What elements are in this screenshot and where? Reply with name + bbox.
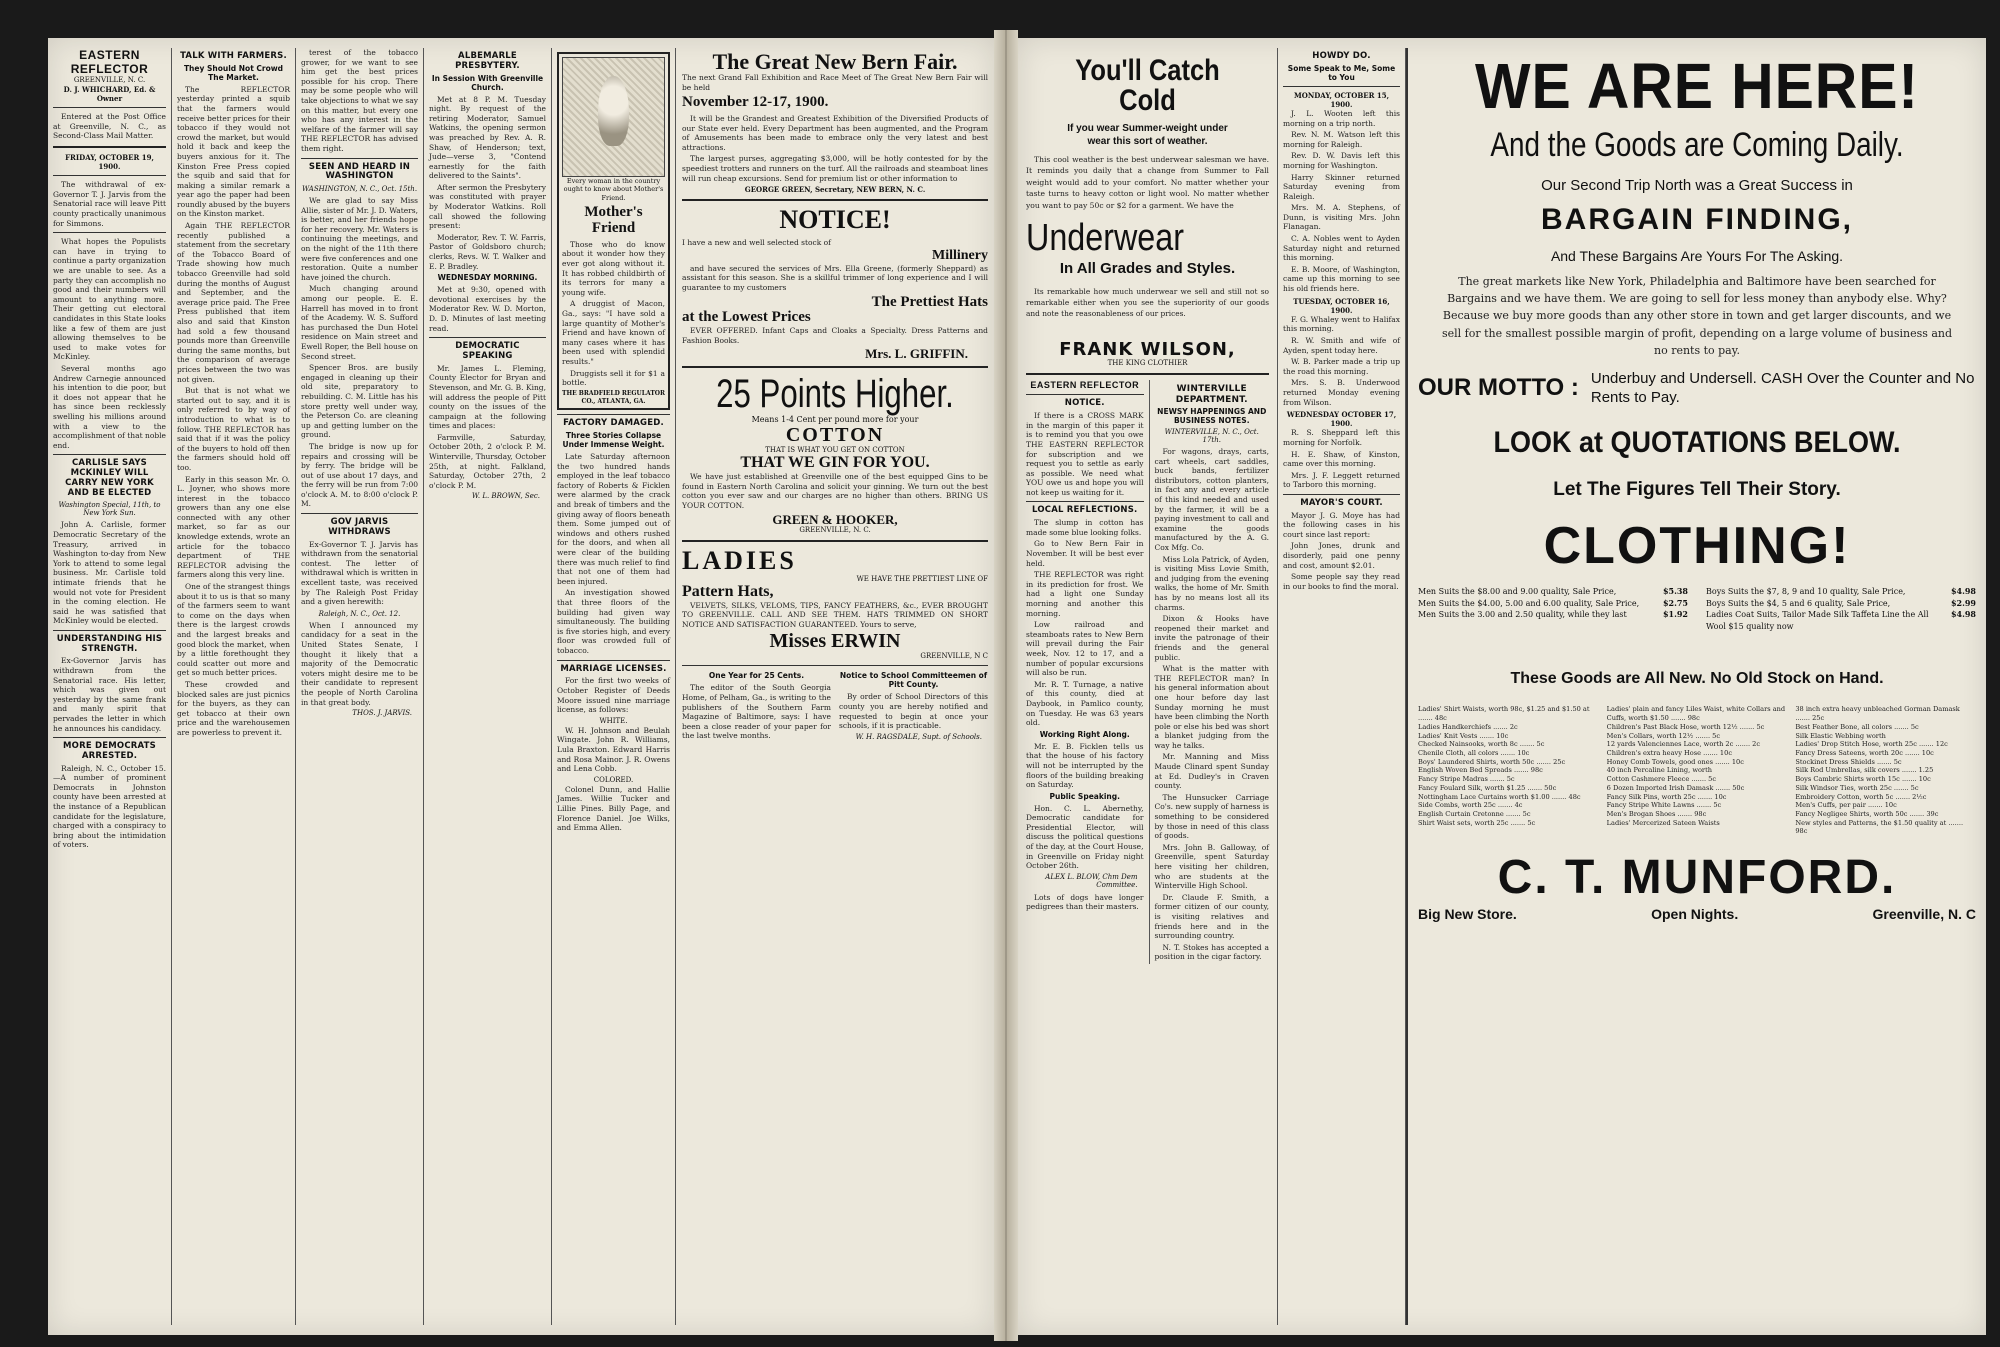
goods-list-item: Boys Cambric Shirts worth 15c ....... 10c [1795, 775, 1931, 784]
footer-hours: Open Nights. [1651, 906, 1739, 923]
fair-body: It will be the Grandest and Greatest Exhibition of the Diversified Products of our State ever held. Every Department has been augmented, and the Program of Amusements has been made to embrace only the very latest and best attractions. [682, 114, 988, 152]
article-body: But that is not what we started out to say, and it is only referred to by way of introduction to what is to follow. THE REFLECTOR has said that if it was the policy of the buyers to hold off then the farmers should hold off too. [177, 386, 290, 472]
goods-coming: And the Goods are Coming Daily. [1490, 126, 1904, 164]
gin-location: GREENVILLE, N. C. [799, 526, 871, 535]
cotton-body: THAT IS WHAT YOU GET ON COTTON [765, 446, 905, 455]
footer-store: Big New Store. [1418, 906, 1517, 923]
frank-wilson-sub: THE KING CLOTHIER [1107, 359, 1188, 368]
winterville-item: For wagons, drays, carts, cart wheels, cart saddles, buck bands, fertilizer distributors, cotton planters, in fact any and every article of this kind needed and used by the farmer, it will be a paying investment to call and examine the goods manufactured by the A. G. Cox Mfg. Co. [1154, 447, 1269, 552]
right-page [1018, 38, 1986, 1335]
price-list-left [1418, 586, 1688, 632]
article-body: Met at 9:30, opened with devotional exercises by the Moderator Rev. W. D. Morton, D. D. Minutes of last meeting read. [429, 285, 546, 333]
mother-child-illustration [562, 57, 665, 177]
article-subheading: Working Right Along. [1039, 729, 1130, 739]
article-body: We are glad to say Miss Allie, sister of Mr. J. D. Waters, is better, and her friends hope for her recovery. Mr. Waters is continuing the meetings, and on the night of the 11th there were five conferences and one restoration. Quite a number have joined the church. [301, 196, 418, 282]
catch-cold-line: wear this sort of weather. [1087, 136, 1208, 147]
goods-list-item: Children's Past Black Hose, worth 12½ ....... 5c [1606, 722, 1765, 731]
article-body: One of the strangest things about it to us is that so many of the farmers seem to want to come on the days when there is the largest crowds and the largest breaks and good block the market, when by a little forethought they could scatter out more and get so much better prices. [177, 582, 290, 678]
article-body: terest of the tobacco grower, for we want to see him get the best prices possible for his crop. There may be some people who will take objections to what we say on this matter, but every one who has any interest in the welfare of the farmer will say THE REFLECTOR has advised them right. [301, 48, 418, 153]
winterville-item: Miss Lola Patrick, of Ayden, is visiting Miss Lovie Smith, and judging from the evening walks, the home of Mr. Smith has by no means lost all its charms. [1154, 554, 1269, 612]
goods-list-item: Chenile Cloth, all colors ....... 10c [1418, 748, 1530, 757]
clothing-title: CLOTHING! [1543, 517, 1851, 576]
goods-list-item: 12 yards Valenciennes Lace, worth 2c ....... 2c [1606, 740, 1761, 749]
winterville-item: Dixon & Hooks have reopened their market and invite the patronage of their friends and the general public. [1154, 614, 1269, 662]
winterville-item: The Hunsucker Carriage Co's. new supply of harness is something to be considered by those in need of this class of goods. [1154, 792, 1269, 841]
winterville-column [1150, 380, 1270, 964]
article-subheading: WEDNESDAY MORNING. [437, 273, 538, 283]
article-body: Some people say they read in our books to find the moral. [1283, 572, 1400, 591]
goods-list-item: Ladies' Knit Vests ....... 10c [1418, 731, 1509, 740]
local-item: THE REFLECTOR was right in its prediction for frost. We had a light one Sunday morning and another this morning. [1026, 570, 1144, 618]
article-heading: MORE DEMOCRATS ARRESTED. [63, 741, 156, 761]
goods-list-item: Checked Nainsooks, worth 8c ....... 5c [1418, 740, 1545, 749]
ad-body: Those who do know about it wonder how they ever got along without it. It has robbed childbirth of its terrors for many a young wife. [562, 239, 665, 297]
editorial-p2: What hopes the Populists can have in trying to continue a party organization we are unable to see. As a party they can accomplish no good and their numbers will amount to anything more. Their getting cut electoral candidates in this State looks like a few of them are just allowing themselves to be used to make votes for McKinley. [53, 237, 166, 362]
article-body: For the first two weeks of October Register of Deeds Moore issued nine marriage license, as follows: [557, 676, 670, 715]
article-heading: GOV JARVIS WITHDRAWS [328, 517, 391, 537]
winterville-item: Dr. Claude F. Smith, a former citizen of our county, is visiting relatives and friends here and in the surrounding country. [1154, 892, 1269, 941]
column-left-block [1018, 48, 1278, 1325]
local-heading: LOCAL REFLECTIONS. [1032, 505, 1138, 516]
price-value: $2.99 [1950, 597, 1976, 608]
goods-list-item: Fancy Stripe Madras ....... 5c [1418, 775, 1515, 784]
munford-footer [1418, 906, 1976, 922]
goods-list-item: Nottingham Lace Curtains worth $1.00 ....... 48c [1418, 792, 1581, 801]
price-value: $4.98 [1950, 609, 1976, 620]
column-1 [48, 48, 172, 1325]
article-body: The editor of the South Georgia Home, of Pelham, Ga., is writing to the publishers of the Southern Farm Magazine of Baltimore, says: I have been a close reader of your paper for the last twelve months. [682, 683, 831, 741]
article-body: By order of School Directors of this county you are hereby notified and requested to begin at once your schools, if it is practicable. [839, 692, 988, 731]
cotton-body: Means 1-4 Cent per pound more for your [751, 414, 919, 424]
article-body: Farmville, Saturday, October 20th, 2 o'clock P. M. Winterville, Thursday, October 25th, at night. Falkland, Saturday, October 27th, 2 o'clock P. M. [429, 432, 546, 490]
goods-list-item: Silk Windsor Ties, worth 25c ....... 5c [1795, 783, 1919, 792]
article-heading: DEMOCRATIC SPEAKING [455, 341, 520, 361]
price-row [1706, 609, 1976, 632]
article-body: These crowded and blocked sales are just picnics for the buyers, as they can get tobacco at their own price and the warehousemen are powerless to prevent it. [177, 679, 290, 737]
frank-wilson-name: FRANK WILSON, [1059, 339, 1236, 361]
gin-signature: GREEN & HOOKER, [772, 511, 898, 527]
personal-item: Rev. N. M. Watson left this morning for Raleigh. [1283, 130, 1400, 149]
howdy-date: WEDNESDAY OCTOBER 17, 1900. [1286, 410, 1397, 429]
page-gutter [994, 30, 1018, 1341]
cotton-word: COTTON [785, 424, 885, 447]
price-row [1706, 586, 1976, 598]
local-item: The slump in cotton has made some blue looking folks. [1026, 518, 1144, 537]
article-body: Much changing around among our people. E. E. Harrell has moved in to front of the Academy. W. S. Sufford has purchased the Dun Hotel residence on Main street and Ewell Roper, the Bell house on Second street. [301, 284, 418, 361]
article-subheading: Three Stories Collapse Under Immense Weight. [562, 431, 665, 450]
article-body: Mr. E. B. Ficklen tells us that the house of his factory will not be interrupted by the floors of the building breaking on Saturday. [1026, 741, 1144, 790]
column-howdy [1278, 48, 1406, 1325]
winterville-title: WINTERVILLE DEPARTMENT. [1175, 384, 1248, 405]
article-body: Again THE REFLECTOR recently published a statement from the secretary of the Tobacco Board of Trade showing how much tobacco Greenville had sold during the months of August and September, and the average price paid. The Free Press published that item also and said that Kinston had sold a few thousand pounds more than Greenville during the same months, but the comparison of average prices between the two was not given. [177, 221, 290, 384]
goods-list-item: Fancy Foulard Silk, worth $1.25 ....... 50c [1418, 783, 1557, 792]
goods-list-item: Fancy Stripe White Lawns ....... 5c [1606, 801, 1722, 810]
personal-item: Mrs. M. A. Stephens, of Dunn, is visiting Mrs. John Flanagan. [1283, 203, 1400, 232]
local-item: Go to New Bern Fair in November. It will be best ever held. [1026, 539, 1144, 568]
goods-list-item: Ladies' Drop Stitch Hose, worth 25c ....... 12c [1795, 740, 1948, 749]
goods-list-item: Men's Brogan Shoes ....... 98c [1606, 809, 1707, 818]
article-body: When I announced my candidacy for a seat in the United States Senate, I thought it likely that a majority of the Democratic voters might desire me to be their candidate to represent the people of North Carolina in that great body. [301, 620, 418, 707]
mayors-court-heading: MAYOR'S COURT. [1300, 497, 1383, 508]
dateline: WINTERVILLE, N. C., Oct. 17th. [1164, 428, 1259, 445]
article-body: Raleigh, N. C., October 15.—A number of prominent Democrats in Johnston county have been arrested at the instance of a Republican candidate for the legislature, charged with a conspiracy to bring about the intimidation of voters. [53, 763, 166, 850]
personal-item: Mrs. J. F. Leggett returned to Tarboro this morning. [1283, 470, 1400, 490]
location: GREENVILLE, N. C. [73, 76, 146, 84]
footer-location: Greenville, N. C [1872, 906, 1976, 923]
signature: W. H. RAGSDALE, Supt. of Schools. [855, 732, 982, 741]
article-body: The bridge is now up for repairs and crossing will be by ferry. The bridge will be out of use about 17 days, and the ferry will be run from 7:00 o'clock A. M. to 8:00 o'clock P. M. [301, 441, 418, 509]
signature: ALEX L. BLOW, Chm Dem Committee. [1045, 872, 1138, 889]
article-subheading: Public Speaking. [1049, 791, 1120, 801]
grades-line: In All Grades and Styles. [1059, 259, 1236, 277]
license-list: W. H. Johnson and Beulah Wingate. John R. Williams, Lula Braxton. Edward Harris and Rosa Mainor. J. R. Owens and Lena Cobb. [557, 725, 670, 774]
goods-list-item: Ladies' Mercerized Sateen Waists [1606, 818, 1720, 827]
goods-list-item: 38 inch extra heavy unbleached Gorman Damask ....... 25c [1795, 705, 1960, 723]
motto-text: Underbuy and Undersell. CASH Over the Counter and No Rents to Pay. [1590, 369, 1975, 407]
personal-item: Rev. D. W. Davis left this morning for Washington. [1283, 151, 1400, 170]
article-heading: SEEN AND HEARD IN WASHINGTON [308, 161, 411, 182]
section-label: WHITE. [599, 716, 628, 725]
article-heading: UNDERSTANDING HIS STRENGTH. [56, 633, 163, 654]
bottom-articles [682, 670, 988, 744]
catch-cold-body: This cool weather is the best underwear salesman we have. It reminds you daily that a change from Summer to Fall weight would add to your comfort. No matter whether your taste turns to heavy cotton or light wool. No matter whether you want to pay 50c or $2 for a garment. We have the [1026, 155, 1269, 210]
issue-date: FRIDAY, OCTOBER 19, 1900. [65, 153, 154, 172]
munford-ad [1406, 48, 1986, 1325]
howdy-date: TUESDAY, OCTOBER 16, 1900. [1293, 296, 1390, 315]
local-item: Mr. R. T. Turnage, a native of this county, died at Daybook, in Pamlico county, on Tuesday. He was 63 years old. [1026, 679, 1144, 728]
millinery-word: Millinery [932, 248, 988, 264]
price-value: $1.92 [1662, 609, 1688, 620]
pattern-hats: Pattern Hats, [682, 582, 774, 600]
winterville-item: Mrs. John B. Galloway, of Greenville, spent Saturday here visiting her children, who are students at the Winterville High School. [1154, 842, 1269, 891]
prettiest-hats: The Prettiest Hats [871, 293, 988, 310]
ad-body: Druggists sell it for $1 a bottle. [562, 368, 665, 388]
column-4 [424, 48, 552, 1325]
dateline: Washington Special, 11th, to New York Sun. [58, 501, 161, 518]
notice-title: NOTICE! [779, 205, 891, 235]
signature: W. L. BROWN, Sec. [471, 492, 540, 501]
article-subheading: Notice to School Committeemen of Pitt County. [839, 671, 988, 690]
column-6-ads [676, 48, 994, 1325]
goods-list-item: 6 Dozen Imported Irish Damask ....... 50c [1606, 783, 1745, 792]
millinery-body: and have secured the services of Mrs. Ella Greene, (formerly Sheppard) as assistant for this season. She is a skillful trimmer of long experience and I will guarantee to my customers [682, 263, 988, 293]
personal-item: H. E. Shaw, of Kinston, came over this morning. [1283, 449, 1400, 469]
article-body: Met at 8 P. M. Tuesday night. By request of the retiring Moderator, Samuel Watkins, the opening sermon was preached by Rev. A. R. Shaw, of Henderson; text, Jude—verse 3, "Contend earnestly for the faith delivered to the Saints". [429, 94, 546, 181]
signature: THOS. J. JARVIS. [352, 709, 412, 718]
price-value: $5.38 [1662, 586, 1688, 597]
fair-body: The next Grand Fall Exhibition and Race Meet of The Great New Bern Fair will be held [682, 73, 988, 92]
goods-list-item: Cotton Cashmere Fleece ....... 5c [1606, 775, 1717, 784]
goods-list-item: Silk Elastic Webbing worth [1795, 731, 1886, 740]
price-row [1418, 598, 1688, 610]
motto-row [1418, 369, 1976, 408]
personal-item: W. B. Parker made a trip up the road this morning. [1283, 357, 1400, 376]
notice-heading: NOTICE. [1064, 398, 1105, 409]
goods-list-item: Shirt Waist sets, worth 25c ....... 5c [1418, 818, 1536, 827]
fair-date: November 12-17, 1900. [682, 94, 829, 111]
we-are-here: WE ARE HERE! [1475, 50, 1919, 122]
lower-news [1026, 380, 1269, 964]
article-body: Mr. James L. Fleming, County Elector for Bryan and Stevenson, and Mr. G. B. King, will address the people of Pitt county on the issues of the campaign at the following times and places: [429, 363, 546, 431]
personal-item: Mrs. S. B. Underwood returned Monday evening from Wilson. [1283, 378, 1400, 407]
price-row [1418, 586, 1688, 598]
article-body: Mayor J. G. Moye has had the following cases in his court since last report: [1283, 510, 1400, 539]
price-label: Men Suits the $8.00 and 9.00 quality, Sale Price, [1418, 587, 1617, 597]
munford-name: C. T. MUNFORD. [1497, 851, 1897, 905]
goods-list-item: 40 inch Percaline Lining, worth [1606, 766, 1712, 775]
goods-list-item: Ladies' Shirt Waists, worth 98c, $1.25 and $1.50 at ....... 48c [1418, 705, 1590, 723]
article-heading: TALK WITH FARMERS. [180, 51, 287, 61]
left-page [48, 38, 994, 1335]
mothers-friend-ad [557, 52, 670, 410]
article-subheading: They Should Not Crowd The Market. [183, 63, 284, 82]
notice-body: If there is a CROSS MARK in the margin of this paper it is to remind you that you owe THE EASTERN REFLECTOR for subscription and we request you to settle as early as possible. We need what YOU owe us and hope you will not keep us waiting for it. [1026, 411, 1144, 497]
reflector-column [1026, 380, 1150, 964]
goods-list-item: Fancy Dress Sateens, worth 20c ....... 10c [1795, 748, 1934, 757]
price-label: Boys Suits the $4, 5 and 6 quality, Sale Price, [1706, 598, 1891, 608]
underwear-title: Underwear [1026, 216, 1184, 259]
personal-item: R. W. Smith and wife of Ayden, spent today here. [1283, 336, 1400, 355]
dateline: Raleigh, N. C., Oct. 12. [318, 609, 401, 618]
goods-list-item: Men's Cuffs, per pair ....... 10c [1795, 801, 1897, 810]
cotton-gin-ad [682, 373, 988, 535]
reflector-masthead: EASTERN REFLECTOR [1030, 380, 1140, 391]
price-table [1418, 586, 1976, 632]
article-body: Spencer Bros. are busily engaged in cleaning up their old site, preparatory to rebuilding. C. M. Little has his store pretty well under way, the Peterson Co. are cleaning up and getting lumber on the ground. [301, 363, 418, 440]
figures-tell: Let The Figures Tell Their Story. [1553, 478, 1841, 500]
article-body: Moderator, Rev. T. W. Farris, Pastor of Goldsboro church; clerks, Revs. W. T. Walker and E. P. Bradley. [429, 232, 546, 271]
article-body: Late Saturday afternoon the two hundred hands employed in the leaf tobacco factory of Roberts & Ficklen were alarmed by the crack and break of timbers and the giving away of floors beneath them. Some jumped out of windows and others rushed for the doors, and when all were clear of the building there was much relief to find that not one of them had been injured. [557, 452, 670, 586]
millinery-ad [682, 206, 988, 361]
price-label: Boys Suits the $7, 8, 9 and 10 quality, Sale Price, [1706, 587, 1906, 597]
section-label: COLORED. [593, 775, 634, 784]
personal-item: J. L. Wooten left this morning on a trip north. [1283, 108, 1400, 128]
goods-list-item: Ladies Handkerchiefs ....... 2c [1418, 722, 1518, 731]
price-row [1706, 598, 1976, 610]
goods-list-item: Fancy Negligee Shirts, worth 50c ....... 39c [1795, 809, 1939, 818]
article-body: Lots of dogs have longer pedigrees than their masters. [1026, 892, 1144, 912]
all-new: These Goods are All New. No Old Stock on Hand. [1510, 669, 1884, 687]
article-heading: ALBEMARLE PRESBYTERY. [455, 51, 520, 71]
ad-maker: THE BRADFIELD REGULATOR CO., ATLANTA, GA. [562, 389, 666, 405]
goods-list-item: Silk Rod Umbrellas, silk covers ....... 1.25 [1795, 766, 1934, 775]
price-label: Men Suits the $4.00, 5.00 and 6.00 quality, Sale Price, [1418, 598, 1640, 608]
article-body: Early in this season Mr. O. L. Joyner, who shows more interest in the tobacco growers than any one else connected with any other market, so far as our knowledge extends, wrote an article for the tobacco department of THE REFLECTOR advising the farmers along this very line. [177, 474, 290, 580]
new-bern-fair-ad [682, 50, 988, 194]
editorial-p3: Several months ago Andrew Carnegie announced his intention to die poor, but it does not appear that he has since been recklessly swelling his millions around with a view to the accomplishment of that noble end. [53, 363, 166, 450]
winterville-sub: NEWSY HAPPENINGS AND BUSINESS NOTES. [1157, 407, 1267, 426]
editor: D. J. WHICHARD, Ed. & Owner [63, 85, 156, 104]
goods-list-item: Stockinet Dress Shields ....... 5c [1795, 757, 1902, 766]
look-quotations: LOOK at QUOTATIONS BELOW. [1493, 425, 1901, 459]
article-subheading: In Session With Greenville Church. [431, 73, 544, 92]
munford-body: The great markets like New York, Philadelphia and Baltimore have been searched for Bargains and we have them. We are going to sell for less money than anybody else. Why? Because we buy more goods than any other store in town and get larger discounts, and we sell for the smallest possible margin of profit, depending on a large volume of business and no rents to pay. [1441, 275, 1953, 357]
price-value: $4.98 [1950, 586, 1976, 597]
goods-list-item: English Woven Bed Spreads ....... 98c [1418, 766, 1543, 775]
fair-signature: GEORGE GREEN, Secretary, NEW BERN, N. C. [744, 185, 926, 195]
ladies-title: LADIES [682, 546, 797, 576]
dateline: WASHINGTON, N. C., Oct. 15th. [301, 185, 418, 194]
personal-item: C. A. Nobles went to Ayden Saturday night and returned this morning. [1283, 234, 1400, 263]
catch-cold-line: If you wear Summer-weight under [1067, 123, 1228, 134]
article-body: John Jones, drunk and disorderly, paid one penny and cost, amount $2.01. [1283, 541, 1400, 570]
gin-body: We have just established at Greenville one of the best equipped Gins to be found in Eastern North Carolina and solicit your ginning. We turn out the best cotton you ever saw and our charges are no higher than others. BRING US YOUR COTTON. [682, 472, 988, 511]
ladies-body: WE HAVE THE PRETTIEST LINE OF [856, 574, 988, 583]
entered-notice: Entered at the Post Office at Greenville, N. C., as Second-Class Mail Matter. [53, 112, 166, 141]
millinery-signature: Mrs. L. GRIFFIN. [865, 346, 968, 362]
bargains-yours: And These Bargains Are Yours For The Asking. [1550, 248, 1844, 265]
license-list: Colonel Dunn, and Hallie James. Willie Tucker and Lillie Pines. Billy Page, and Florence Daniel. Joe Wilks, and Emma Allen. [557, 784, 670, 833]
howdy-title: HOWDY DO. [1312, 51, 1371, 61]
millinery-body: EVER OFFERED. Infant Caps and Cloaks a Specialty. Dress Patterns and Fashion Books. [682, 326, 988, 345]
frank-wilson-ad [1026, 56, 1269, 368]
winterville-item: N. T. Stokes has accepted a position in the cigar factory. [1154, 942, 1269, 962]
price-label: Men Suits the 3.00 and 2.50 quality, while they last [1418, 610, 1627, 620]
goods-list-item: Boys' Laundered Shirts, worth 50c ....... 25c [1418, 757, 1566, 766]
bargain-finding: BARGAIN FINDING, [1541, 203, 1853, 237]
points-higher: 25 Points Higher. [716, 371, 954, 416]
goods-list-item: New styles and Patterns, the $1.50 quality at ....... 98c [1795, 818, 1964, 836]
personal-item: E. B. Moore, of Washington, came up this morning to see his old friends here. [1283, 264, 1400, 294]
article-body: An investigation showed that three floors of the building had given way simultaneously. The building is five stories high, and every floor was crowded full of tobacco. [557, 588, 670, 655]
column-3 [296, 48, 424, 1325]
lowest-prices: at the Lowest Prices [682, 309, 811, 326]
article-body: Ex-Governor Jarvis has withdrawn from the Senatorial race. His letter, which was given out yesterday by the same frank and manly spirit that pervades the letter in which he announces his candidacy. [53, 656, 166, 733]
ad-caption: Every woman in the country ought to know about Mother's Friend. [563, 177, 664, 202]
erwin-signature: Misses ERWIN [769, 630, 901, 653]
column-5 [552, 48, 676, 1325]
erwin-location: GREENVILLE, N C [920, 652, 988, 661]
millinery-body: I have a new and well selected stock of [682, 237, 831, 247]
ladies-hats-ad [682, 547, 988, 661]
ad-body: A druggist of Macon, Ga., says: "I have sold a large quantity of Mother's Friend and have known of many cases where it has been used with splendid results." [562, 299, 665, 366]
underwear-body: Its remarkable how much underwear we sell and still not so remarkable either when you see the superiority of our goods and note the reasonableness of our prices. [1026, 286, 1269, 319]
price-value: $2.75 [1662, 597, 1688, 608]
goods-list-item: Men's Collars, worth 12½ ....... 5c [1606, 731, 1721, 740]
ladies-body: VELVETS, SILKS, VELOMS, TIPS, FANCY FEATHERS, &c., EVER BROUGHT TO GREENVILLE. CALL AND SEE THEM. HATS TRIMMED ON SHORT NOTICE AND SATISFACTION GUARANTEED. Yours to serve, [682, 600, 988, 629]
price-list-right [1706, 586, 1976, 632]
winterville-item: Mr. Manning and Miss Maude Clinard spent Sunday at Ed. Dudley's in Craven county. [1154, 752, 1269, 791]
goods-list-item: Children's extra heavy Hose ....... 10c [1606, 748, 1733, 757]
goods-list [1418, 705, 1976, 836]
catch-cold-title: You'll Catch Cold [1075, 54, 1220, 117]
goods-list-item: Ladies' plain and fancy Liles Waist, white Collars and Cuffs, worth $1.50 ....... 98c [1606, 705, 1786, 723]
price-label: Ladies Coat Suits, Tailor Made Silk Taffeta Line the All Wool $15 quality now [1706, 610, 1929, 632]
personal-item: Harry Skinner returned Saturday evening from Raleigh. [1283, 172, 1400, 201]
article-body: After sermon the Presbytery was constituted with prayer by Moderator Watkins. Roll call showed the following present: [429, 182, 546, 231]
goods-list-item: Honey Comb Towels, good ones ....... 10c [1606, 757, 1744, 766]
personal-item: R. S. Sheppard left this morning for Norfolk. [1283, 428, 1400, 447]
personal-item: F. G. Whaley went to Halifax this morning. [1283, 314, 1400, 334]
price-row [1418, 609, 1688, 621]
fair-body: The largest purses, aggregating $3,000, will be hotly contested for by the speediest trotters and runners on the turf. All the railroads and steamboat lines will run cheap excursions. Send for premium list or other information to [682, 154, 988, 183]
article-body: Hon. C. L. Abernethy, Democratic candidate for Presidential Elector, will discuss the political questions of the day, at the Court House, in Greenville on Friday night October 26th. [1026, 803, 1144, 871]
column-2 [172, 48, 296, 1325]
article-heading: MARRIAGE LICENSES. [560, 663, 667, 674]
howdy-date: MONDAY, OCTOBER 15, 1900. [1293, 90, 1390, 109]
article-subheading: One Year for 25 Cents. [708, 671, 805, 681]
masthead: EASTERN REFLECTOR [70, 48, 149, 76]
winterville-item: What is the matter with THE REFLECTOR man? In his general information about one hour before day last Sunday morning he must have been climbing the North pole or else his bed was short a blanket judging from the way he talks. [1154, 664, 1269, 750]
goods-list-item: Embroidery Cotton, worth 5c ....... 2½c [1795, 792, 1927, 801]
article-body: John A. Carlisle, former Democratic Secretary of the Treasury, arrived in Washington to-day from New York to attend to some legal business. Mr. Carlisle told intimate friends that he would not vote for President in the coming election. He said he was satisfied that McKinley would be elected. [53, 520, 166, 626]
ad-title: Mother's Friend [584, 204, 643, 237]
article-body: Ex-Governor T. J. Jarvis has withdrawn from the senatorial contest. The letter of withdrawal which is written in excellent taste, was received by The Raleigh Post Friday and a given herewith: [301, 539, 418, 607]
article-body: The REFLECTOR yesterday printed a squib that the farmers would receive better prices for their tobacco if they would not crowd the market, but would hold it back and keep the buyers anxious for it. The Kinston Free Press copied the squib and said that for making a similar remark a year ago the paper had been roundly abused by the buyers on the Kinston market. [177, 84, 290, 219]
article-heading: CARLISLE SAYS MCKINLEY WILL CARRY NEW YORK AND BE ELECTED [65, 458, 154, 498]
second-trip: Our Second Trip North was a Great Success in [1541, 176, 1853, 194]
goods-list-item: Fancy Silk Pins, worth 25c ....... 10c [1606, 792, 1727, 801]
local-item: Low railroad and steamboats rates to New Bern will prevail during the Fair week, Nov. 12 to 17, and a number of popular excursions will also be run. [1026, 620, 1144, 678]
editorial-p1: The withdrawal of ex-Governor T. J. Jarvis from the Senatorial race will leave Pitt county practically unanimous for Simmons. [53, 180, 166, 228]
motto-label: OUR MOTTO : [1418, 374, 1579, 402]
goods-list-item: Side Combs, worth 25c ....... 4c [1418, 801, 1523, 810]
howdy-sub: Some Speak to Me, Some to You [1287, 63, 1396, 82]
fair-title: The Great New Bern Fair. [712, 49, 958, 74]
goods-list-item: English Curtain Cretonne ....... 5c [1418, 809, 1531, 818]
article-heading: FACTORY DAMAGED. [563, 418, 664, 429]
goods-list-item: Best Feather Bone, all colors ....... 5c [1795, 722, 1919, 731]
gin-for-you: THAT WE GIN FOR YOU. [740, 454, 930, 472]
